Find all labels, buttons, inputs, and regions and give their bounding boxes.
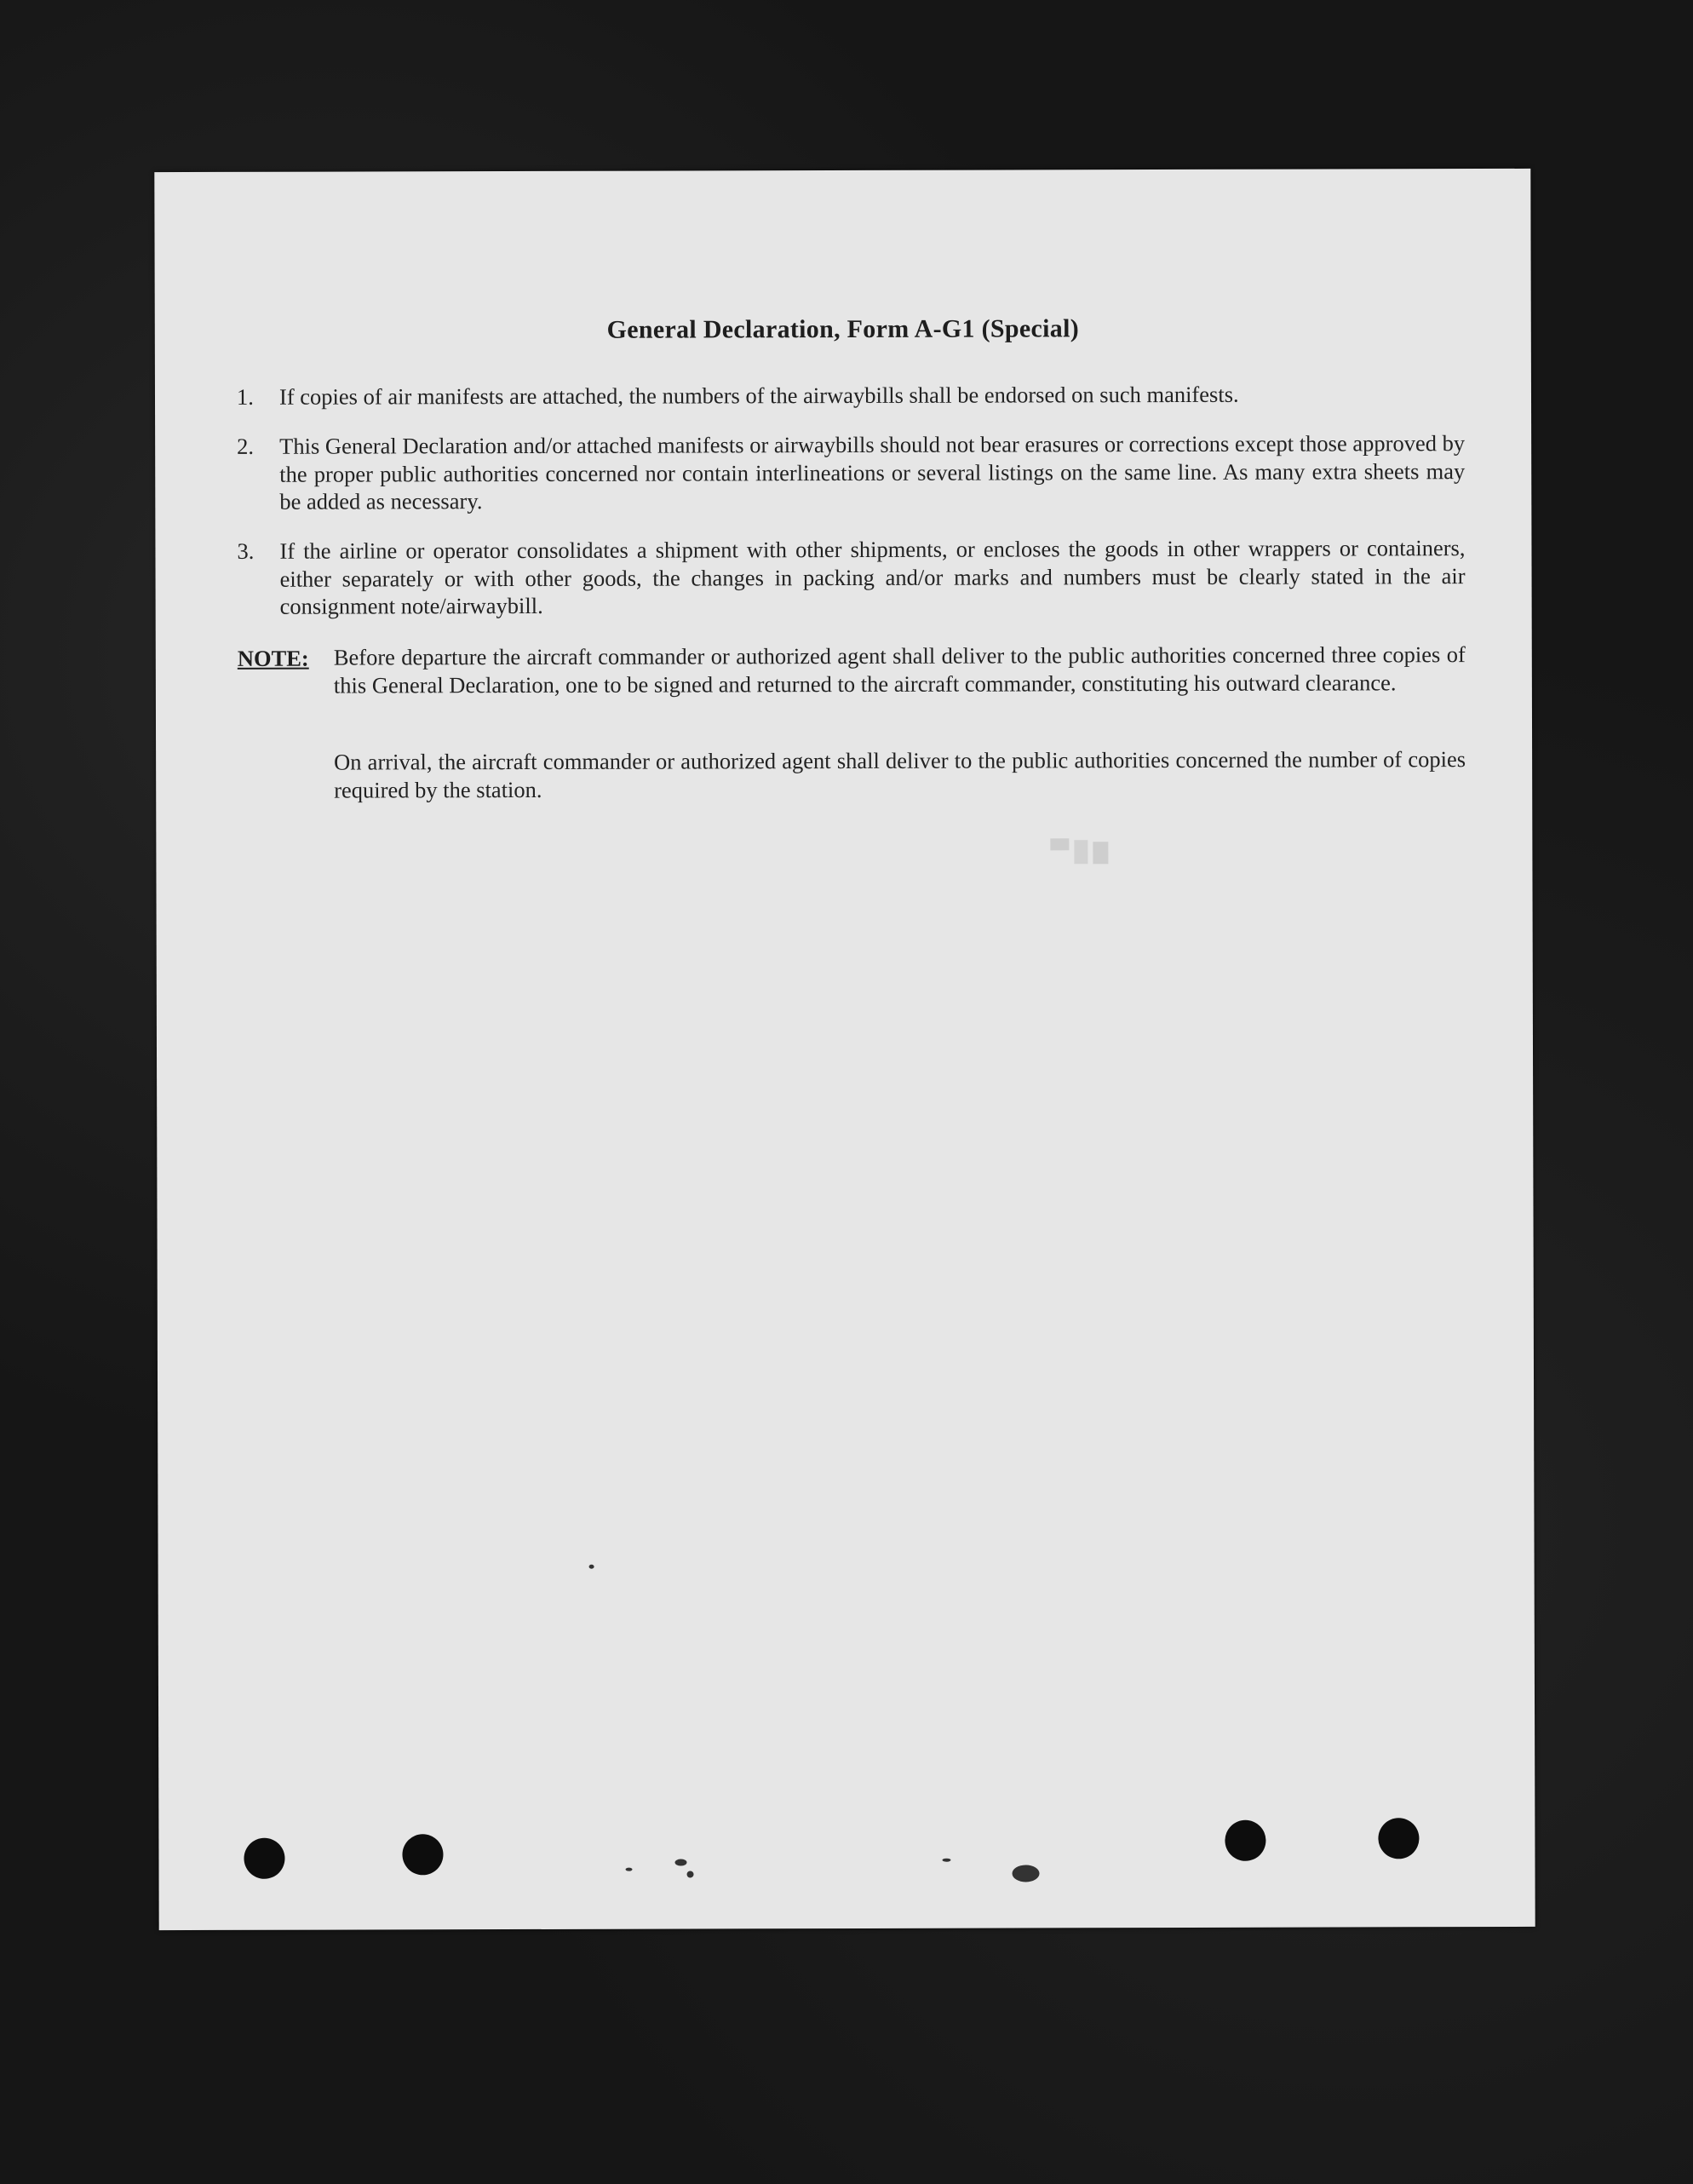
punch-hole [244, 1838, 284, 1879]
item-number: 3. [237, 537, 255, 564]
item-number: 1. [236, 383, 254, 410]
ink-speck [674, 1859, 686, 1865]
list-item [237, 534, 1465, 620]
punch-hole [402, 1834, 443, 1875]
list-item [237, 380, 1465, 411]
note-label: NOTE: [237, 645, 309, 671]
punch-hole [1225, 1820, 1265, 1861]
ink-speck [626, 1868, 633, 1871]
document-title: General Declaration, Form A-G1 (Special) [606, 314, 1080, 344]
item-number: 2. [237, 433, 255, 459]
item-text: This General Declaration and/or attached manifests or airwaybills should not bear erasures or corrections except those approved by the proper public authorities concerned nor contain interlineations or several listings on the same line. As many extra sheets may be added as necessary. [279, 430, 1466, 514]
ink-speck [589, 1565, 594, 1569]
list-item [237, 429, 1465, 515]
ink-speck [1013, 1865, 1040, 1882]
note-paragraph: On arrival, the aircraft commander or authorized agent shall deliver to the public authorities concerned the number of copies required by the station. [334, 746, 1466, 803]
ink-speck [942, 1859, 950, 1862]
item-text: If copies of air manifests are attached, the numbers of the airwaybills shall be endorsed on such manifests. [278, 381, 1239, 410]
punch-hole [1378, 1818, 1419, 1859]
note-paragraph: Before departure the aircraft commander or authorized agent shall deliver to the public authorities concerned three copies of this General Declaration, one to be signed and returned to the aircraft commander, constituting his outward clearance. [333, 641, 1466, 698]
ink-speck [687, 1871, 694, 1877]
item-text: If the airline or operator consolidates a shipment with other shipments, or encloses the goods in other wrappers or containers, either separately or with other goods, the changes in packing and/or marks and numbers must be clearly stated in the air consignment note/airwaybill. [279, 535, 1466, 619]
document-page [154, 169, 1535, 1930]
faint-stamp-mark [1042, 830, 1127, 881]
